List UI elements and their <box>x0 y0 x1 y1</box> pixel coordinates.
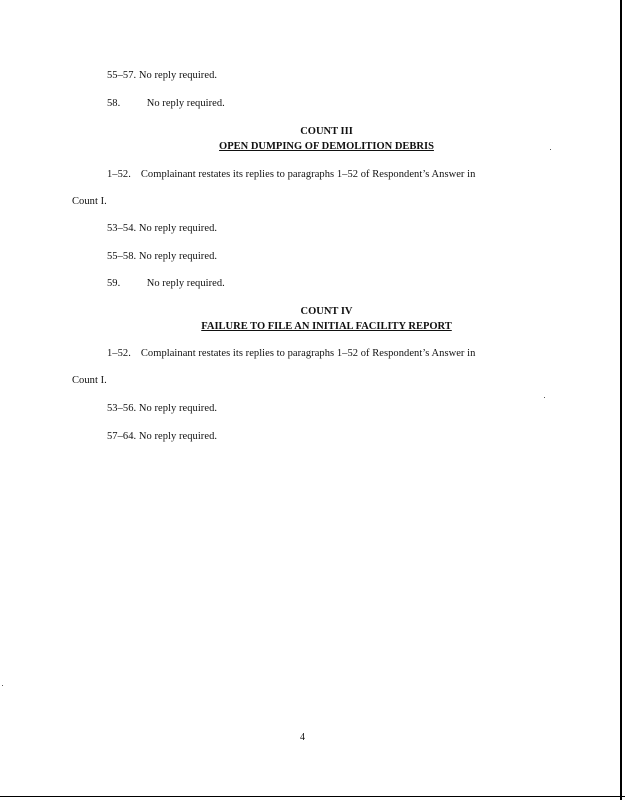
count-subheading: FAILURE TO FILE AN INITIAL FACILITY REPORT <box>201 321 452 332</box>
paragraph-text: Complainant restates its replies to paragraphs 1–52 of Respondent’s Answer in <box>140 348 476 359</box>
scan-border-bottom <box>0 796 625 797</box>
reply-line <box>107 98 225 110</box>
count-heading: COUNT IV <box>300 306 353 317</box>
page-number: 4 <box>300 732 305 743</box>
reply-line <box>107 403 217 415</box>
reply-text: No reply required. <box>138 70 218 81</box>
paragraph-continuation: Count I. <box>72 196 107 207</box>
paragraph-text: Complainant restates its replies to paragraphs 1–52 of Respondent’s Answer in <box>140 169 476 180</box>
count-heading: COUNT III <box>300 126 353 137</box>
paragraph-number: 1–52. <box>107 169 131 180</box>
paragraph-number: 53–54. <box>107 223 137 234</box>
paragraph-number: 1–52. <box>107 348 131 359</box>
paragraph-number: 55–58. <box>107 251 137 262</box>
paragraph-number: 53–56. <box>107 403 137 414</box>
reply-line <box>107 251 217 263</box>
count-subheading: OPEN DUMPING OF DEMOLITION DEBRIS <box>219 141 434 152</box>
restatement-paragraph <box>107 348 475 360</box>
reply-line <box>107 431 217 443</box>
reply-text: No reply required. <box>146 98 225 109</box>
paragraph-number: 59. <box>107 278 121 289</box>
reply-text: No reply required. <box>138 223 218 234</box>
reply-text: No reply required. <box>138 403 218 414</box>
scan-speck <box>550 149 551 150</box>
reply-text: No reply required. <box>146 278 225 289</box>
reply-text: No reply required. <box>138 251 218 262</box>
scan-speck <box>544 397 545 398</box>
scan-border-right <box>620 0 622 800</box>
paragraph-number: 55–57. <box>107 70 137 81</box>
reply-text: No reply required. <box>138 431 218 442</box>
scan-speck <box>2 685 3 686</box>
paragraph-continuation: Count I. <box>72 375 107 386</box>
restatement-paragraph <box>107 169 475 181</box>
paragraph-number: 57–64. <box>107 431 137 442</box>
reply-line <box>107 223 217 235</box>
reply-line <box>107 70 217 82</box>
paragraph-number: 58. <box>107 98 121 109</box>
reply-line <box>107 278 225 290</box>
